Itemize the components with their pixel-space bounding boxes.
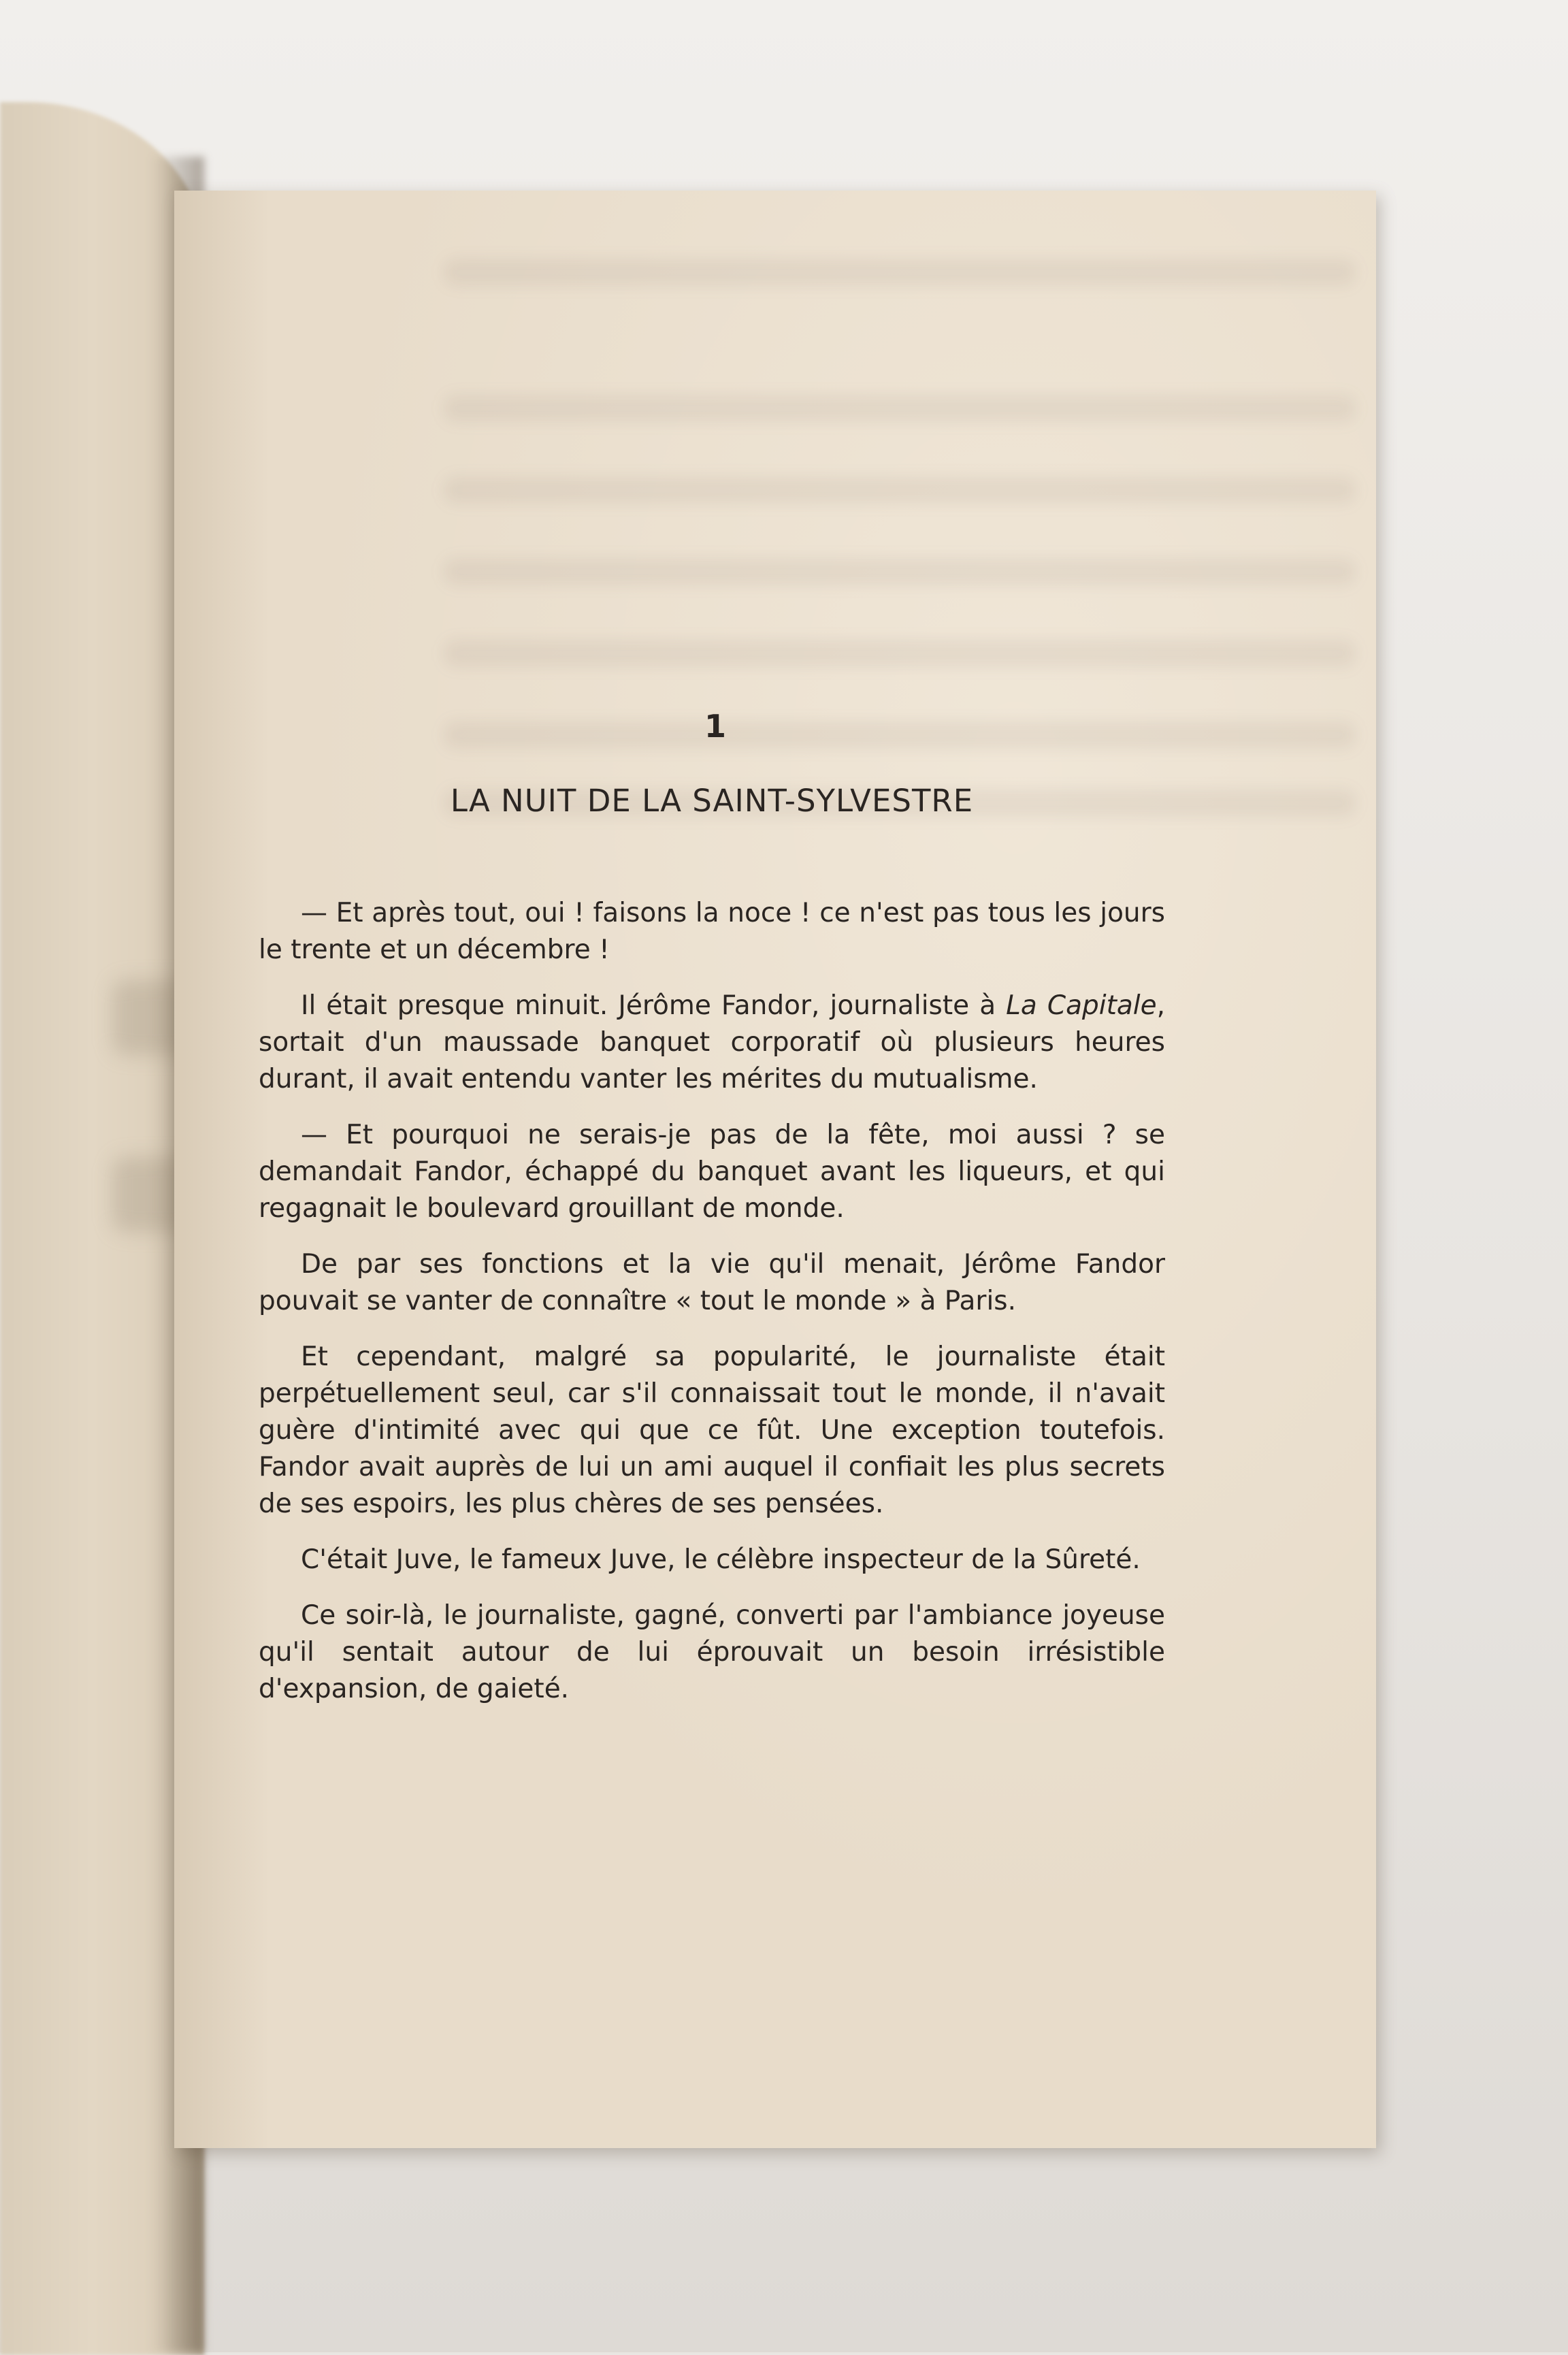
chapter-title: LA NUIT DE LA SAINT-SYLVESTRE — [450, 783, 974, 819]
paragraph-7: Ce soir-là, le journaliste, gagné, converti par l'ambiance joyeuse qu'il sentait autour de lui éprouvait un besoin irrésistible d'expansion, de gaieté. — [259, 1600, 1165, 1704]
chapter-number: 1 — [704, 708, 726, 745]
newspaper-title: La Capitale — [1006, 990, 1157, 1021]
paragraph-3: — Et pourquoi ne serais-je pas de la fête, moi aussi ? se demandait Fandor, échappé du banquet avant les liqueurs, et qui regagnait le boulevard grouillant de monde. — [259, 1120, 1165, 1224]
paragraph-6: C'était Juve, le fameux Juve, le célèbre inspecteur de la Sûreté. — [301, 1544, 1141, 1575]
paragraph-4: De par ses fonctions et la vie qu'il menait, Jérôme Fandor pouvait se vanter de connaître « tout le monde » à Paris. — [259, 1249, 1165, 1316]
paragraph-2-start: Il était presque minuit. Jérôme Fandor, journaliste à — [301, 990, 1007, 1021]
chapter-text — [259, 708, 1165, 1727]
show-through — [444, 476, 1356, 504]
show-through — [444, 640, 1356, 667]
paragraph-2 — [259, 988, 1165, 1098]
show-through — [444, 395, 1356, 422]
paragraph-5: Et cependant, malgré sa popularité, le journaliste était perpétuellement seul, car s'il connaissait tout le monde, il n'avait guère d'intimité avec qui que ce fût. Une exception toutefois. Fandor avait auprès de lui un ami auquel il confiait les plus secrets de ses espoirs, les plus chères de ses pensées. — [259, 1342, 1165, 1519]
show-through — [444, 558, 1356, 585]
paragraph-2-end: , sortait d'un maussade banquet corporatif où plusieurs heures durant, il avait entendu vanter les mérites du mutualisme. — [259, 990, 1165, 1094]
paragraph-1: — Et après tout, oui ! faisons la noce ! ce n'est pas tous les jours le trente et un décembre ! — [259, 898, 1165, 965]
show-through — [444, 259, 1356, 286]
